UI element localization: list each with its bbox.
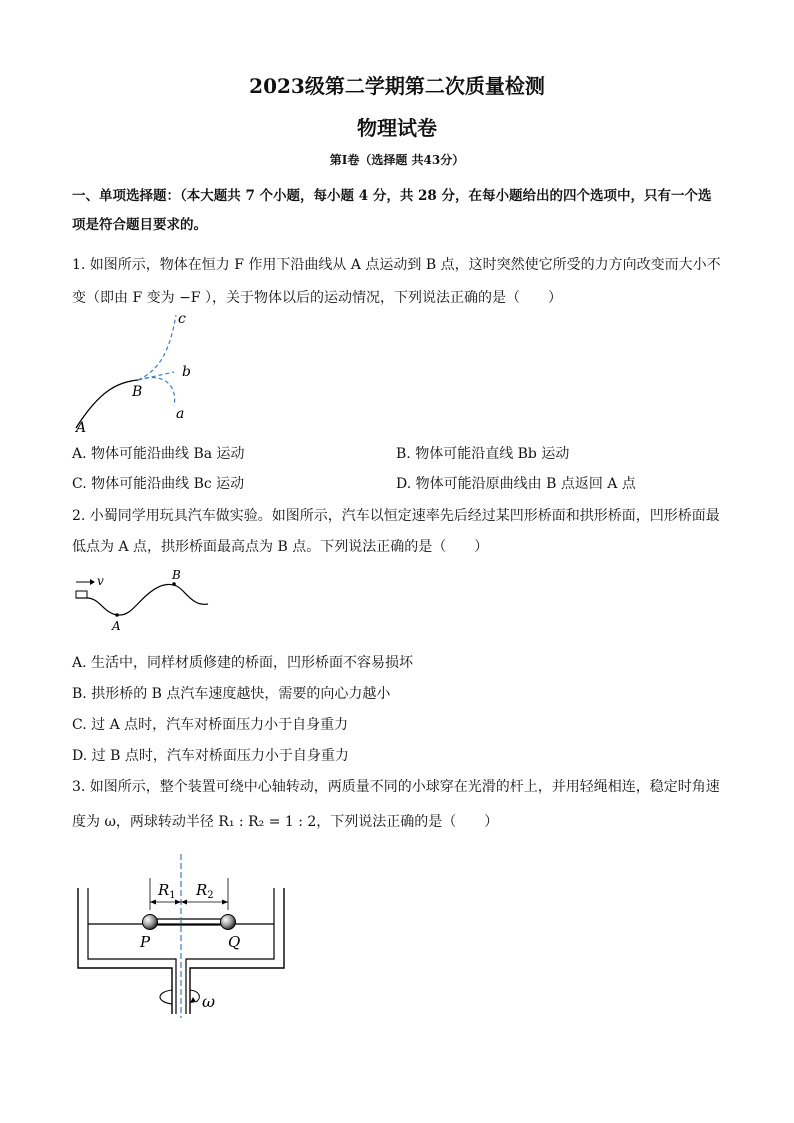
exam-title: 2023级第二学期第二次质量检测 (249, 74, 545, 98)
q3-label-R1: $R_1$ (158, 881, 176, 901)
subject-title: 物理试卷 (357, 116, 437, 140)
q1-stem-line1: 1. 如图所示，物体在恒力 F 作用下沿曲线从 A 点运动到 B 点，这时突然使它所受的力方向改变而大小不 (72, 257, 721, 273)
q1-label-A: A (76, 420, 87, 435)
q2-point-A (115, 613, 119, 617)
q2-road (87, 584, 208, 615)
part1-heading-line2: 项是符合题目要求的。 (72, 217, 207, 233)
q3-figure (72, 852, 292, 1022)
q3-container (78, 888, 172, 1014)
q3-label-R2: $R_2$ (196, 881, 214, 901)
q2-option-a: A. 生活中，同样材质修建的桥面，凹形桥面不容易损坏 (72, 655, 414, 671)
q2-car (76, 591, 87, 598)
q3-stem-line2: 度为 ω，两球转动半径 R₁ : R₂ = 1 : 2，下列说法正确的是（ ） (72, 814, 499, 830)
q2-label-v: v (97, 574, 104, 588)
q2-label-B: B (172, 568, 181, 582)
q2-option-c: C. 过 A 点时，汽车对桥面压力小于自身重力 (72, 717, 349, 733)
q3-ball-P (143, 915, 158, 930)
q1-option-d: D. 物体可能沿原曲线由 B 点返回 A 点 (396, 476, 636, 492)
q3-label-Q: Q (228, 933, 241, 951)
q1-label-b: b (182, 364, 191, 380)
q2-stem-line2: 低点为 A 点，拱形桥面最高点为 B 点。下列说法正确的是（ ） (72, 539, 489, 555)
q1-line-Bb (138, 372, 174, 380)
q1-label-c: c (178, 311, 186, 327)
section-title: 第Ⅰ卷（选择题 共43分） (329, 153, 465, 167)
q1-option-b: B. 物体可能沿直线 Bb 运动 (396, 446, 570, 462)
q1-stem-line2: 变（即由 F 变为 −F ），关于物体以后的运动情况，下列说法正确的是（ ） (72, 290, 562, 306)
q1-curve-Bc (138, 315, 176, 380)
q3-stem-line1: 3. 如图所示，整个装置可绕中心轴转动，两质量不同的小球穿在光滑的杆上，并用轻绳相连，稳定时角速 (72, 779, 720, 795)
q3-label-P: P (140, 933, 151, 951)
q2-label-A: A (112, 619, 121, 633)
q1-option-c: C. 物体可能沿曲线 Bc 运动 (72, 476, 245, 492)
q2-stem-line1: 2. 小蜀同学用玩具汽车做实验。如图所示，汽车以恒定速率先后经过某凹形桥面和拱形桥面，凹形桥面最 (72, 508, 720, 524)
q1-option-a: A. 物体可能沿曲线 Ba 运动 (72, 446, 245, 462)
q1-curve-Ba (138, 378, 175, 406)
q3-label-omega: ω (202, 992, 216, 1011)
q1-label-a: a (176, 406, 185, 422)
q1-label-B: B (132, 384, 143, 400)
q2-figure (70, 568, 215, 638)
q2-option-d: D. 过 B 点时，汽车对桥面压力小于自身重力 (72, 748, 349, 764)
q2-point-B (172, 582, 176, 586)
q2-option-b: B. 拱形桥的 B 点汽车速度越快，需要的向心力越小 (72, 686, 391, 702)
q3-ball-Q (221, 915, 236, 930)
q1-figure (70, 310, 210, 435)
part1-heading-line1: 一、单项选择题：（本大题共 7 个小题，每小题 4 分，共 28 分，在每小题给出的四个选项中，只有一个选 (72, 188, 712, 204)
